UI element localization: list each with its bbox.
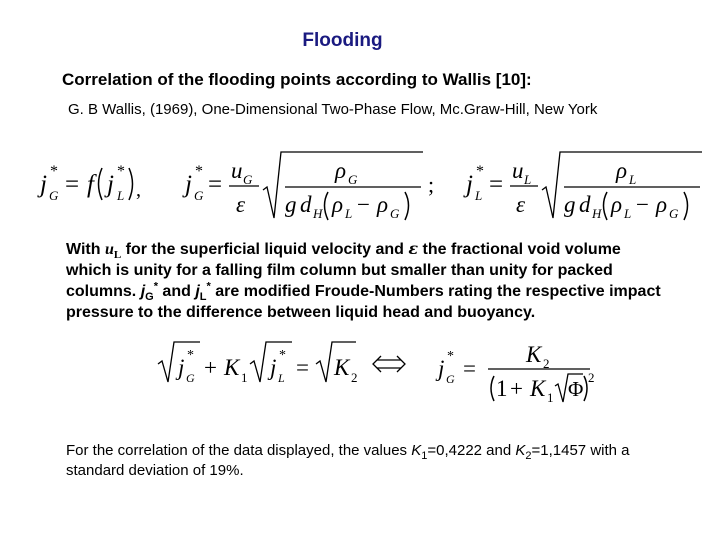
svg-text:=: = (65, 171, 80, 198)
k1-subscript: 1 (421, 450, 428, 462)
explanation-text: With (66, 241, 105, 258)
svg-text:ρ: ρ (377, 192, 389, 217)
explanation-text: are modified Froude-Numbers rating the respective impact pressure to the difference between liquid head and buoyancy. (66, 283, 661, 321)
svg-text:K: K (526, 342, 542, 367)
svg-text:L: L (475, 188, 483, 203)
explanation-paragraph (66, 238, 666, 323)
svg-text:+: + (204, 355, 217, 380)
svg-text:G: G (390, 206, 400, 221)
svg-text:Φ: Φ (568, 377, 584, 401)
svg-text:G: G (446, 372, 455, 386)
svg-text:ρ: ρ (616, 158, 628, 183)
svg-text:G: G (243, 172, 253, 187)
svg-text:+: + (510, 376, 523, 401)
svg-text:;: ; (428, 172, 435, 197)
svg-text:G: G (194, 188, 204, 203)
svg-text:K: K (224, 355, 240, 380)
svg-text:H: H (313, 206, 323, 221)
velocity-symbol: u (104, 241, 114, 258)
svg-text:j: j (270, 355, 277, 380)
svg-text:G: G (348, 172, 358, 187)
svg-text:L: L (524, 172, 532, 187)
svg-text:=: = (489, 171, 504, 198)
svg-text:=: = (296, 355, 309, 380)
equation-wallis-correlation (158, 338, 358, 388)
jg-symbol: j (140, 283, 146, 300)
equation-jg-definition (185, 150, 445, 225)
svg-text:ρ: ρ (335, 158, 347, 183)
jl-superscript: * (206, 280, 211, 293)
svg-text:j: j (107, 171, 114, 198)
svg-text:g: g (564, 192, 576, 217)
equation-jg-phi (438, 338, 598, 408)
svg-text:2: 2 (351, 370, 358, 385)
svg-text:*: * (447, 349, 454, 364)
svg-text:j: j (466, 171, 473, 198)
svg-text:K: K (334, 355, 350, 380)
slide-title: Flooding (302, 30, 383, 51)
svg-text:2: 2 (588, 370, 595, 385)
jl-subscript: L (199, 291, 207, 304)
svg-text:=: = (463, 356, 476, 381)
svg-text:G: G (49, 188, 59, 203)
explanation-text: and (157, 283, 196, 300)
svg-text:d: d (579, 192, 591, 217)
svg-text:ε: ε (516, 192, 526, 217)
explanation-text: for the superficial liquid velocity and (121, 241, 409, 258)
svg-text:L: L (117, 188, 125, 203)
svg-text:ρ: ρ (332, 192, 344, 217)
svg-text:−: − (636, 192, 649, 217)
svg-text:L: L (624, 206, 632, 221)
svg-text:*: * (279, 348, 286, 363)
svg-text:g: g (285, 192, 297, 217)
jl-symbol: j (195, 283, 200, 300)
svg-text:ε: ε (236, 192, 246, 217)
reference-citation: G. B Wallis, (1969), One-Dimensional Two-Phase Flow, Mc.Graw-Hill, New York (68, 101, 598, 118)
epsilon-symbol: ε (408, 239, 419, 258)
explanation-text: the fractional void volume which is unity for a falling film column but smaller than unity for packed columns. (66, 241, 621, 300)
jg-subscript: G (145, 291, 154, 304)
svg-text:j: j (438, 356, 445, 381)
equation-jl-definition (466, 150, 716, 225)
svg-text:1: 1 (496, 376, 508, 401)
jg-superscript: * (153, 280, 158, 293)
svg-text:−: − (357, 192, 370, 217)
svg-text:K: K (530, 376, 546, 401)
k1-symbol: K (411, 442, 422, 459)
svg-text:G: G (669, 206, 679, 221)
svg-text:1: 1 (547, 390, 554, 405)
correlation-note (66, 441, 686, 481)
svg-text:j: j (185, 171, 192, 198)
svg-text:L: L (345, 206, 353, 221)
svg-text:H: H (592, 206, 602, 221)
note-text: For the correlation of the data displayed, the values (66, 442, 412, 459)
k2-symbol: K (515, 442, 526, 459)
svg-text:f: f (87, 171, 94, 198)
svg-text:2: 2 (543, 356, 550, 371)
svg-text:*: * (476, 163, 484, 180)
svg-text:j: j (178, 355, 185, 380)
velocity-subscript: L (113, 249, 122, 262)
svg-text:=: = (208, 171, 223, 198)
svg-text:d: d (300, 192, 312, 217)
svg-text:*: * (187, 348, 194, 363)
note-text: =0,4222 and (427, 442, 516, 459)
svg-text:*: * (50, 163, 58, 180)
note-text: =1,1457 with a standard deviation of 19%. (66, 442, 630, 479)
slide-subtitle: Correlation of the flooding points according to Wallis [10]: (62, 70, 532, 89)
svg-text:ρ: ρ (611, 192, 623, 217)
svg-text:*: * (195, 163, 203, 180)
svg-text:L: L (278, 371, 285, 385)
svg-text:1: 1 (241, 370, 248, 385)
svg-text:*: * (117, 163, 125, 180)
svg-text:j: j (40, 171, 47, 198)
svg-text:ρ: ρ (656, 192, 668, 217)
equivalence-arrow-icon (372, 354, 406, 374)
svg-text:u: u (231, 158, 243, 183)
k2-subscript: 2 (525, 450, 532, 462)
svg-text:,: , (136, 179, 141, 201)
svg-text:u: u (512, 158, 524, 183)
svg-text:G: G (186, 371, 195, 385)
equation-jg-function (40, 158, 160, 204)
svg-text:L: L (629, 172, 637, 187)
